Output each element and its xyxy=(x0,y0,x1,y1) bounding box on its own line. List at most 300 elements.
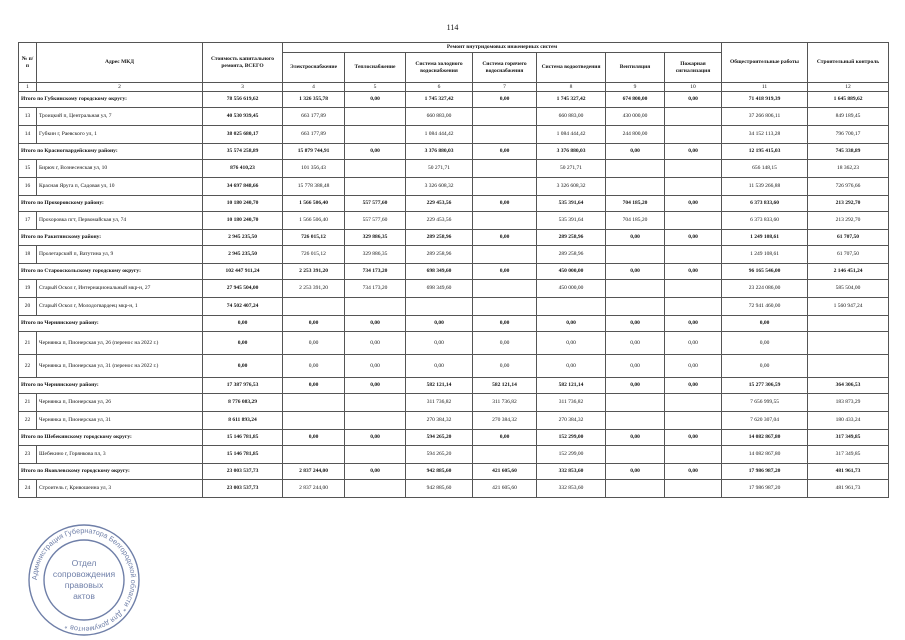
electro-cost: 2 253 391,20 xyxy=(283,280,345,298)
total-cost: 38 025 680,17 xyxy=(203,126,283,144)
heat-cost: 0,00 xyxy=(345,355,406,378)
district-total-label: Итого по Чернянскому району: xyxy=(19,316,203,332)
construction-control-cost: 183 873,29 xyxy=(808,394,889,412)
building-row xyxy=(19,412,889,430)
ventilation-cost: 0,00 xyxy=(606,230,665,246)
cold-water-cost: 0,00 xyxy=(406,355,473,378)
building-address: Пролетарский п, Ватутина ул, 9 xyxy=(37,246,203,264)
electro-cost: 0,00 xyxy=(283,332,345,355)
drainage-cost: 1 084 444,42 xyxy=(537,126,606,144)
electro-cost: 726 015,12 xyxy=(283,230,345,246)
ventilation-cost xyxy=(606,446,665,464)
building-address: Губкин г, Раевского ул, 1 xyxy=(37,126,203,144)
general-works-cost: 0,00 xyxy=(722,355,808,378)
repair-budget-table xyxy=(18,42,889,498)
drainage-cost: 3 376 880,03 xyxy=(537,144,606,160)
fire-alarm-cost: 0,00 xyxy=(665,316,722,332)
total-cost: 17 387 976,53 xyxy=(203,378,283,394)
general-works-cost: 1 249 108,61 xyxy=(722,246,808,264)
electro-cost: 726 015,12 xyxy=(283,246,345,264)
electro-cost: 15 778 388,48 xyxy=(283,178,345,196)
heat-cost: 0,00 xyxy=(345,464,406,480)
district-total-row xyxy=(19,230,889,246)
heat-cost xyxy=(345,446,406,464)
column-number: 10 xyxy=(665,83,722,92)
column-number: 6 xyxy=(406,83,473,92)
total-cost: 0,00 xyxy=(203,355,283,378)
header-ventilation: Вентиляция xyxy=(606,53,665,83)
electro-cost: 663 177,89 xyxy=(283,108,345,126)
general-works-cost: 17 986 987,20 xyxy=(722,480,808,498)
header-fire-alarm: Пожарная сигнализация xyxy=(665,53,722,83)
construction-control-cost: 585 504,00 xyxy=(808,280,889,298)
hot-water-cost xyxy=(473,108,537,126)
general-works-cost: 23 224 086,00 xyxy=(722,280,808,298)
electro-cost: 0,00 xyxy=(283,378,345,394)
hot-water-cost: 270 384,32 xyxy=(473,412,537,430)
construction-control-cost: 796 700,17 xyxy=(808,126,889,144)
column-number: 2 xyxy=(37,83,203,92)
building-address: Красная Яруга п, Садовая ул, 10 xyxy=(37,178,203,196)
column-number: 1 xyxy=(19,83,37,92)
fire-alarm-cost xyxy=(665,280,722,298)
ventilation-cost xyxy=(606,412,665,430)
ventilation-cost xyxy=(606,246,665,264)
heat-cost: 329 886,35 xyxy=(345,230,406,246)
building-row xyxy=(19,160,889,178)
ventilation-cost xyxy=(606,178,665,196)
general-works-cost: 14 082 867,80 xyxy=(722,430,808,446)
building-row xyxy=(19,246,889,264)
fire-alarm-cost: 0,00 xyxy=(665,230,722,246)
drainage-cost: 0,00 xyxy=(537,316,606,332)
total-cost: 78 556 619,62 xyxy=(203,92,283,108)
building-address: Троицкий п, Центральная ул, 7 xyxy=(37,108,203,126)
column-number: 4 xyxy=(283,83,345,92)
construction-control-cost: 726 976,66 xyxy=(808,178,889,196)
total-cost: 40 530 939,45 xyxy=(203,108,283,126)
hot-water-cost xyxy=(473,126,537,144)
hot-water-cost: 0,00 xyxy=(473,196,537,212)
total-cost: 10 180 240,70 xyxy=(203,212,283,230)
column-number: 9 xyxy=(606,83,665,92)
fire-alarm-cost xyxy=(665,298,722,316)
ventilation-cost xyxy=(606,280,665,298)
building-address: Старый Оскол г, Интернациональный мкр-н, 27 xyxy=(37,280,203,298)
header-drainage: Система водоотведения xyxy=(537,53,606,83)
building-address: Бирюч г, Вознесенская ул, 10 xyxy=(37,160,203,178)
heat-cost: 0,00 xyxy=(345,92,406,108)
drainage-cost: 1 745 327,42 xyxy=(537,92,606,108)
cold-water-cost: 3 326 608,32 xyxy=(406,178,473,196)
ventilation-cost: 0,00 xyxy=(606,332,665,355)
district-total-row xyxy=(19,264,889,280)
cold-water-cost xyxy=(406,298,473,316)
building-row xyxy=(19,178,889,196)
fire-alarm-cost: 0,00 xyxy=(665,464,722,480)
cold-water-cost: 289 258,96 xyxy=(406,230,473,246)
cold-water-cost: 660 883,00 xyxy=(406,108,473,126)
column-number: 7 xyxy=(473,83,537,92)
general-works-cost: 34 152 113,28 xyxy=(722,126,808,144)
general-works-cost: 7 656 999,55 xyxy=(722,394,808,412)
building-row xyxy=(19,332,889,355)
cold-water-cost: 0,00 xyxy=(406,316,473,332)
district-total-label: Итого по Чернянскому району: xyxy=(19,378,203,394)
drainage-cost: 450 000,00 xyxy=(537,280,606,298)
hot-water-cost: 0,00 xyxy=(473,316,537,332)
cold-water-cost: 582 121,14 xyxy=(406,378,473,394)
cold-water-cost: 942 885,60 xyxy=(406,480,473,498)
hot-water-cost xyxy=(473,160,537,178)
header-general-works: Общестроительные работы xyxy=(722,43,808,83)
row-number: 22 xyxy=(19,412,37,430)
district-total-label: Итого по Старооскольскому городскому округу: xyxy=(19,264,203,280)
total-cost: 10 180 240,70 xyxy=(203,196,283,212)
total-cost: 27 945 504,00 xyxy=(203,280,283,298)
district-total-label: Итого по Шебекинскому городскому округу: xyxy=(19,430,203,446)
construction-control-cost: 2 146 451,24 xyxy=(808,264,889,280)
drainage-cost: 535 391,64 xyxy=(537,212,606,230)
district-total-label: Итого по Ракитянскому району: xyxy=(19,230,203,246)
construction-control-cost xyxy=(808,316,889,332)
construction-control-cost: 18 362,23 xyxy=(808,160,889,178)
heat-cost: 734 173,20 xyxy=(345,264,406,280)
fire-alarm-cost: 0,00 xyxy=(665,332,722,355)
header-electro: Электроснабжение xyxy=(283,53,345,83)
ventilation-cost xyxy=(606,480,665,498)
general-works-cost: 15 277 306,59 xyxy=(722,378,808,394)
hot-water-cost xyxy=(473,446,537,464)
header-construction-control: Строительный контроль xyxy=(808,43,889,83)
table-body xyxy=(19,92,889,498)
drainage-cost xyxy=(537,298,606,316)
drainage-cost: 311 736,82 xyxy=(537,394,606,412)
construction-control-cost: 745 338,89 xyxy=(808,144,889,160)
total-cost: 8 776 083,29 xyxy=(203,394,283,412)
fire-alarm-cost: 0,00 xyxy=(665,430,722,446)
electro-cost xyxy=(283,446,345,464)
district-total-row xyxy=(19,196,889,212)
heat-cost xyxy=(345,108,406,126)
construction-control-cost: 364 306,53 xyxy=(808,378,889,394)
cold-water-cost: 594 265,20 xyxy=(406,446,473,464)
header-cost: Стоимость капитального ремонта, ВСЕГО xyxy=(203,43,283,83)
stamp-center-line: актов xyxy=(73,591,95,601)
electro-cost: 2 253 391,20 xyxy=(283,264,345,280)
column-number: 8 xyxy=(537,83,606,92)
hot-water-cost xyxy=(473,280,537,298)
ventilation-cost: 430 000,00 xyxy=(606,108,665,126)
total-cost: 15 146 781,85 xyxy=(203,430,283,446)
hot-water-cost xyxy=(473,212,537,230)
cold-water-cost: 50 271,71 xyxy=(406,160,473,178)
fire-alarm-cost xyxy=(665,412,722,430)
electro-cost: 1 566 506,40 xyxy=(283,196,345,212)
ventilation-cost: 0,00 xyxy=(606,464,665,480)
heat-cost: 557 577,60 xyxy=(345,196,406,212)
row-number: 15 xyxy=(19,160,37,178)
construction-control-cost: 1 560 947,24 xyxy=(808,298,889,316)
column-number: 3 xyxy=(203,83,283,92)
fire-alarm-cost xyxy=(665,108,722,126)
building-row xyxy=(19,298,889,316)
total-cost: 876 410,23 xyxy=(203,160,283,178)
general-works-cost: 37 266 806,11 xyxy=(722,108,808,126)
general-works-cost: 14 082 867,80 xyxy=(722,446,808,464)
electro-cost: 0,00 xyxy=(283,316,345,332)
district-total-row xyxy=(19,464,889,480)
electro-cost xyxy=(283,394,345,412)
heat-cost: 557 577,60 xyxy=(345,212,406,230)
hot-water-cost xyxy=(473,178,537,196)
hot-water-cost xyxy=(473,298,537,316)
ventilation-cost: 244 800,00 xyxy=(606,126,665,144)
total-cost: 8 611 893,24 xyxy=(203,412,283,430)
building-address: Чернянка п, Пионерская ул, 31 xyxy=(37,412,203,430)
cold-water-cost: 1 745 327,42 xyxy=(406,92,473,108)
construction-control-cost: 481 961,73 xyxy=(808,480,889,498)
fire-alarm-cost xyxy=(665,212,722,230)
column-number-row xyxy=(19,83,889,92)
construction-control-cost: 213 292,70 xyxy=(808,212,889,230)
hot-water-cost: 0,00 xyxy=(473,332,537,355)
electro-cost: 101 356,43 xyxy=(283,160,345,178)
total-cost: 2 945 235,50 xyxy=(203,246,283,264)
district-total-row xyxy=(19,144,889,160)
row-number: 21 xyxy=(19,332,37,355)
ventilation-cost xyxy=(606,160,665,178)
heat-cost: 0,00 xyxy=(345,430,406,446)
ventilation-cost: 704 185,20 xyxy=(606,212,665,230)
electro-cost: 0,00 xyxy=(283,430,345,446)
drainage-cost: 152 299,00 xyxy=(537,446,606,464)
stamp-center-line: сопровождения xyxy=(52,569,116,579)
construction-control-cost: 849 189,45 xyxy=(808,108,889,126)
cold-water-cost: 229 453,56 xyxy=(406,212,473,230)
heat-cost xyxy=(345,394,406,412)
fire-alarm-cost: 0,00 xyxy=(665,92,722,108)
hot-water-cost: 0,00 xyxy=(473,264,537,280)
column-number: 11 xyxy=(722,83,808,92)
cold-water-cost: 698 349,60 xyxy=(406,264,473,280)
cold-water-cost: 311 736,82 xyxy=(406,394,473,412)
general-works-cost: 11 539 266,88 xyxy=(722,178,808,196)
general-works-cost: 17 986 987,20 xyxy=(722,464,808,480)
total-cost: 74 502 407,24 xyxy=(203,298,283,316)
heat-cost: 0,00 xyxy=(345,144,406,160)
row-number: 23 xyxy=(19,446,37,464)
construction-control-cost: 317 349,85 xyxy=(808,430,889,446)
drainage-cost: 289 258,96 xyxy=(537,246,606,264)
ventilation-cost: 674 800,00 xyxy=(606,92,665,108)
row-number: 21 xyxy=(19,394,37,412)
construction-control-cost: 61 707,50 xyxy=(808,230,889,246)
column-number: 12 xyxy=(808,83,889,92)
ventilation-cost: 704 185,20 xyxy=(606,196,665,212)
hot-water-cost xyxy=(473,246,537,264)
fire-alarm-cost: 0,00 xyxy=(665,378,722,394)
general-works-cost: 656 148,15 xyxy=(722,160,808,178)
total-cost: 35 574 258,89 xyxy=(203,144,283,160)
drainage-cost: 289 258,96 xyxy=(537,230,606,246)
construction-control-cost: 61 707,50 xyxy=(808,246,889,264)
building-row xyxy=(19,108,889,126)
drainage-cost: 3 326 608,32 xyxy=(537,178,606,196)
fire-alarm-cost xyxy=(665,246,722,264)
cold-water-cost: 594 265,20 xyxy=(406,430,473,446)
stamp-center-line: правовых xyxy=(64,580,104,590)
fire-alarm-cost xyxy=(665,480,722,498)
cold-water-cost: 3 376 880,03 xyxy=(406,144,473,160)
general-works-cost: 96 165 546,00 xyxy=(722,264,808,280)
drainage-cost: 332 853,60 xyxy=(537,480,606,498)
district-total-label: Итого по Губкинскому городскому округу: xyxy=(19,92,203,108)
total-cost: 0,00 xyxy=(203,316,283,332)
row-number: 20 xyxy=(19,298,37,316)
drainage-cost: 50 271,71 xyxy=(537,160,606,178)
heat-cost: 0,00 xyxy=(345,332,406,355)
row-number: 14 xyxy=(19,126,37,144)
heat-cost: 0,00 xyxy=(345,378,406,394)
ventilation-cost xyxy=(606,298,665,316)
heat-cost xyxy=(345,126,406,144)
column-number: 5 xyxy=(345,83,406,92)
electro-cost: 1 326 355,78 xyxy=(283,92,345,108)
electro-cost: 1 566 506,40 xyxy=(283,212,345,230)
district-total-label: Итого по Прохоровскому району: xyxy=(19,196,203,212)
fire-alarm-cost xyxy=(665,446,722,464)
hot-water-cost: 421 605,60 xyxy=(473,480,537,498)
fire-alarm-cost xyxy=(665,160,722,178)
hot-water-cost: 0,00 xyxy=(473,355,537,378)
district-total-row xyxy=(19,92,889,108)
building-address: Шебекино г, Горянкова пл, 3 xyxy=(37,446,203,464)
electro-cost xyxy=(283,298,345,316)
fire-alarm-cost: 0,00 xyxy=(665,144,722,160)
construction-control-cost xyxy=(808,355,889,378)
header-address: Адрес МКД xyxy=(37,43,203,83)
hot-water-cost: 0,00 xyxy=(473,144,537,160)
building-address: Чернянка п, Пионерская ул, 31 (перенос на 2022 г.) xyxy=(37,355,203,378)
general-works-cost: 6 373 833,60 xyxy=(722,196,808,212)
general-works-cost: 6 373 833,60 xyxy=(722,212,808,230)
electro-cost xyxy=(283,412,345,430)
electro-cost: 2 837 244,00 xyxy=(283,464,345,480)
ventilation-cost: 0,00 xyxy=(606,316,665,332)
ventilation-cost: 0,00 xyxy=(606,430,665,446)
cold-water-cost: 289 258,96 xyxy=(406,246,473,264)
heat-cost: 734 173,20 xyxy=(345,280,406,298)
district-total-row xyxy=(19,430,889,446)
drainage-cost: 270 384,32 xyxy=(537,412,606,430)
total-cost: 0,00 xyxy=(203,332,283,355)
building-row xyxy=(19,394,889,412)
district-total-row xyxy=(19,378,889,394)
cold-water-cost: 698 349,60 xyxy=(406,280,473,298)
header-cold-water: Система холодного водоснабжения xyxy=(406,53,473,83)
general-works-cost: 0,00 xyxy=(722,316,808,332)
construction-control-cost: 317 349,85 xyxy=(808,446,889,464)
district-total-row xyxy=(19,316,889,332)
general-works-cost: 72 941 460,00 xyxy=(722,298,808,316)
hot-water-cost: 0,00 xyxy=(473,430,537,446)
total-cost: 15 146 781,85 xyxy=(203,446,283,464)
total-cost: 23 003 537,73 xyxy=(203,464,283,480)
electro-cost: 15 879 744,91 xyxy=(283,144,345,160)
heat-cost xyxy=(345,160,406,178)
heat-cost xyxy=(345,412,406,430)
header-heat: Теплоснабжение xyxy=(345,53,406,83)
general-works-cost: 12 195 415,03 xyxy=(722,144,808,160)
drainage-cost: 0,00 xyxy=(537,355,606,378)
electro-cost: 2 837 244,00 xyxy=(283,480,345,498)
total-cost: 102 447 911,24 xyxy=(203,264,283,280)
general-works-cost: 1 249 108,61 xyxy=(722,230,808,246)
drainage-cost: 660 883,00 xyxy=(537,108,606,126)
official-stamp xyxy=(26,522,142,638)
row-number: 22 xyxy=(19,355,37,378)
total-cost: 23 003 537,73 xyxy=(203,480,283,498)
drainage-cost: 0,00 xyxy=(537,332,606,355)
header-hot-water: Система горячего водоснабжения xyxy=(473,53,537,83)
cold-water-cost: 942 885,60 xyxy=(406,464,473,480)
header-engineering-group: Ремонт внутридомовых инженерных систем xyxy=(283,43,722,53)
cold-water-cost: 0,00 xyxy=(406,332,473,355)
fire-alarm-cost: 0,00 xyxy=(665,196,722,212)
construction-control-cost: 213 292,70 xyxy=(808,196,889,212)
building-address: Старый Оскол г, Молодогвардеец мкр-н, 1 xyxy=(37,298,203,316)
construction-control-cost: 180 433,24 xyxy=(808,412,889,430)
hot-water-cost: 0,00 xyxy=(473,230,537,246)
stamp-center-line: Отдел xyxy=(71,558,97,568)
general-works-cost: 7 620 307,04 xyxy=(722,412,808,430)
drainage-cost: 332 853,60 xyxy=(537,464,606,480)
district-total-label: Итого по Яковлевскому городскому округу: xyxy=(19,464,203,480)
drainage-cost: 450 000,00 xyxy=(537,264,606,280)
row-number: 24 xyxy=(19,480,37,498)
building-address: Чернянка п, Пионерская ул, 26 (перенос на 2022 г.) xyxy=(37,332,203,355)
row-number: 19 xyxy=(19,280,37,298)
hot-water-cost: 582 121,14 xyxy=(473,378,537,394)
building-row xyxy=(19,355,889,378)
electro-cost: 0,00 xyxy=(283,355,345,378)
page-number: 114 xyxy=(446,23,459,32)
building-address: Строитель г, Кривошеина ул, 3 xyxy=(37,480,203,498)
heat-cost: 329 886,35 xyxy=(345,246,406,264)
fire-alarm-cost xyxy=(665,126,722,144)
row-number: 17 xyxy=(19,212,37,230)
cold-water-cost: 229 453,56 xyxy=(406,196,473,212)
ventilation-cost xyxy=(606,394,665,412)
cold-water-cost: 1 084 444,42 xyxy=(406,126,473,144)
ventilation-cost: 0,00 xyxy=(606,264,665,280)
building-row xyxy=(19,212,889,230)
fire-alarm-cost: 0,00 xyxy=(665,264,722,280)
fire-alarm-cost: 0,00 xyxy=(665,355,722,378)
stamp-ring-path: Администрация Губернатора Белгородской области * Для документов * xyxy=(29,525,139,635)
building-row xyxy=(19,480,889,498)
row-number: 13 xyxy=(19,108,37,126)
building-row xyxy=(19,280,889,298)
row-number: 18 xyxy=(19,246,37,264)
district-total-label: Итого по Красногвардейскому району: xyxy=(19,144,203,160)
construction-control-cost: 1 645 889,62 xyxy=(808,92,889,108)
heat-cost xyxy=(345,298,406,316)
hot-water-cost: 311 736,82 xyxy=(473,394,537,412)
ventilation-cost: 0,00 xyxy=(606,378,665,394)
drainage-cost: 535 391,64 xyxy=(537,196,606,212)
